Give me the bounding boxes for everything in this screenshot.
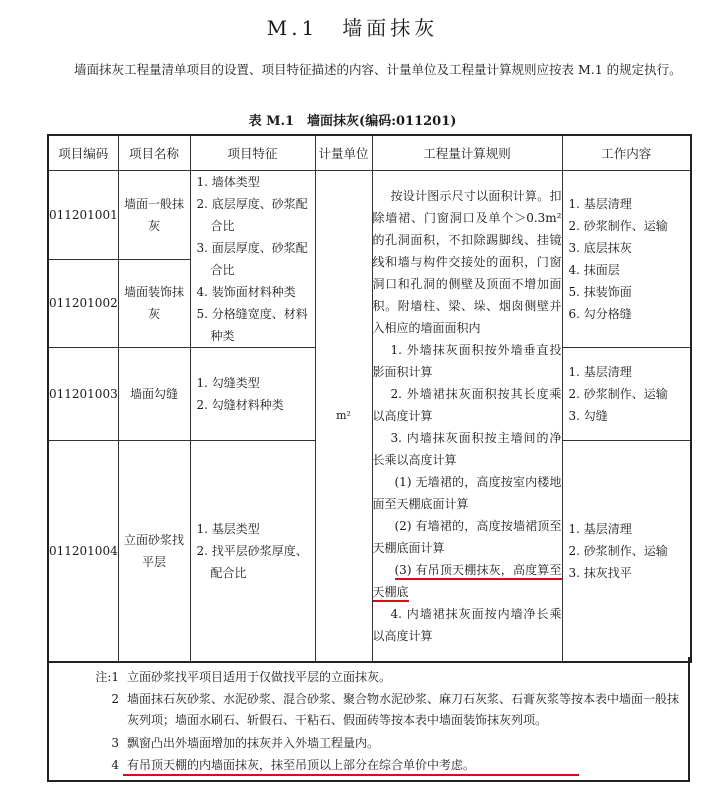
rule-paragraph: 1. 外墙抹灰面积按外墙垂直投影面积计算 [372, 342, 562, 379]
note-item [49, 755, 688, 776]
rule-paragraph: (1) 无墙裙的，高度按室内楼地面至天棚底面计算 [372, 474, 562, 511]
header-row [48, 135, 691, 171]
item-name: 墙面装饰抹灰 [118, 259, 190, 348]
note-number: 2 [111, 692, 119, 706]
work-item: 3. 抹灰找平 [568, 565, 632, 580]
item-name: 墙面一般抹灰 [118, 171, 190, 260]
feature-item: 1. 墙体类型 [196, 175, 260, 189]
item-features [190, 441, 315, 662]
work-item: 3. 勾缝 [568, 409, 608, 423]
item-name: 立面砂浆找平层 [118, 441, 190, 662]
note-text: 飘窗凸出外墙面增加的抹灰并入外墙工程量内。 [127, 736, 380, 750]
work-item: 2. 砂浆制作、运输 [568, 543, 668, 558]
work-content [562, 171, 691, 348]
header-work: 工作内容 [562, 135, 691, 171]
rule-paragraph: (2) 有墙裙的，高度按墙裙顶至天棚底面计算 [372, 518, 562, 555]
item-code: 011201002 [48, 259, 118, 348]
note-number: 4 [111, 758, 119, 772]
work-item: 6. 勾分格缝 [568, 307, 632, 321]
table-row [48, 171, 691, 260]
work-content [562, 348, 691, 441]
rule-highlighted [373, 559, 562, 603]
intro-paragraph: 墙面抹灰工程量清单项目的设置、项目特征描述的内容、计量单位及工程量计算规则应按表 M.1 的规定执行。 [74, 62, 682, 77]
feature-item: 2. 底层厚度、砂浆配合比 [196, 197, 308, 233]
feature-item: 1. 勾缝类型 [196, 376, 260, 390]
header-rules: 工程量计算规则 [372, 135, 562, 171]
feature-item: 3. 面层厚度、砂浆配合比 [196, 241, 308, 277]
header-name: 项目名称 [118, 135, 190, 171]
unit-cell: m² [315, 171, 372, 662]
header-code: 项目编码 [48, 135, 118, 171]
feature-item: 2. 找平层砂浆厚度、配合比 [196, 543, 308, 580]
note-number: 注:1 [95, 670, 119, 684]
note-item [49, 733, 688, 754]
highlight-underline [123, 774, 579, 776]
item-name: 墙面勾缝 [118, 348, 190, 441]
item-features [190, 348, 315, 441]
calculation-rules [372, 171, 562, 662]
table-caption: 表 M.1 墙面抹灰(编码:011201) [248, 114, 457, 129]
item-code: 011201001 [48, 171, 118, 260]
feature-item: 1. 基层类型 [196, 521, 260, 536]
plaster-table [47, 134, 692, 663]
feature-item: 2. 勾缝材料种类 [196, 398, 284, 412]
rule-paragraph: 2. 外墙裙抹灰面积按其长度乘以高度计算 [372, 386, 562, 423]
notes-label: 注: [95, 670, 112, 684]
work-item: 5. 抹装饰面 [568, 285, 632, 299]
note-number: 3 [111, 736, 119, 750]
feature-item: 4. 装饰面材料种类 [196, 285, 296, 299]
feature-item: 5. 分格缝宽度、材料种类 [196, 307, 308, 343]
note-item [49, 667, 688, 688]
work-item: 1. 基层清理 [568, 197, 632, 211]
header-features: 项目特征 [190, 135, 315, 171]
rule-paragraph: 4. 内墙裙抹灰面按内墙净长乘以高度计算 [372, 606, 562, 643]
header-unit: 计量单位 [315, 135, 372, 171]
work-item: 2. 砂浆制作、运输 [568, 387, 668, 401]
note-text: 立面砂浆找平项目适用于仅做找平层的立面抹灰。 [127, 670, 392, 684]
rule-paragraph: 按设计图示尺寸以面积计算。扣除墙裙、门窗洞口及单个＞0.3m² 的孔洞面积，不扣除踢脚线、挂镜线和墙与构件交接处的面积，门窗洞口和孔洞的侧壁及顶面不增加面积。附墙柱、梁、垛、烟囱侧壁并入相应的墙面面积内 [372, 188, 562, 335]
work-item: 1. 基层清理 [568, 365, 632, 379]
rule-paragraph: 3. 内墙抹灰面积按主墙间的净长乘以高度计算 [372, 430, 562, 467]
highlight-underline: (3) 有吊顶天棚抹灰，高度算至天棚底 [373, 563, 562, 602]
section-title: M.1 墙面抹灰 [266, 16, 439, 40]
notes-section [47, 657, 690, 782]
work-item: 4. 抹面层 [568, 263, 620, 277]
work-item: 2. 砂浆制作、运输 [568, 219, 668, 233]
work-content [562, 441, 691, 662]
item-code: 011201004 [48, 441, 118, 662]
item-features [190, 171, 315, 348]
note-text: 墙面抹石灰砂浆、水泥砂浆、混合砂浆、聚合物水泥砂浆、麻刀石灰浆、石膏灰浆等按本表中墙面一般抹灰列项；墙面水刷石、斩假石、干粘石、假面砖等按本表中墙面装饰抹灰列项。 [127, 692, 680, 727]
note-item [49, 689, 688, 731]
item-code: 011201003 [48, 348, 118, 441]
work-item: 1. 基层清理 [568, 521, 632, 536]
note-text: 有吊顶天棚的内墙面抹灰，抹至吊顶以上部分在综合单价中考虑。 [127, 758, 476, 772]
work-item: 3. 底层抹灰 [568, 241, 632, 255]
